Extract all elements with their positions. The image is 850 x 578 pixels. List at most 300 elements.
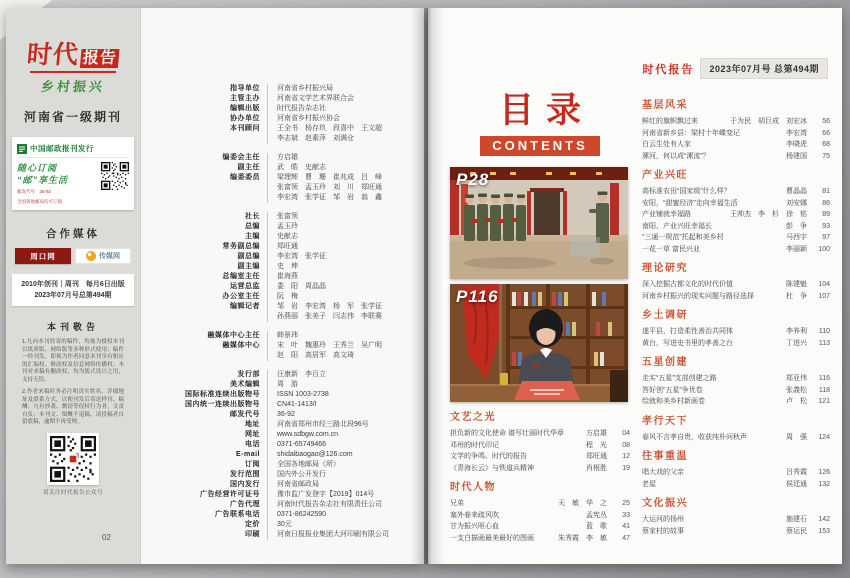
china-post-icon (17, 144, 27, 154)
toc-item-title: 塞外春来疏风吹 (450, 511, 499, 519)
masthead-value-line: 李宏湾 张学征 邹 岩 翁 鑫 (277, 194, 382, 201)
toc-section-title: 时代人物 (450, 482, 496, 493)
toc-item (642, 291, 830, 303)
toc-item-author: 郑旺通 (586, 453, 607, 460)
toc-title: 目录 (498, 91, 593, 130)
masthead-value-line: 邹 岩 李宏湾 杨 军 张学征 (277, 303, 382, 310)
toc-item-title: 黄台，写进史书里的孝善之台 (642, 339, 733, 347)
toc-item-title: “三通一规范”托起和美乡村 (642, 234, 724, 241)
masthead-value (267, 272, 298, 282)
logo-rule (30, 71, 116, 73)
notice-paragraph: 2.作者来稿时务必注明真实姓名、详细地址及联系方式，以便刊发后寄送样刊、稿酬；凡有抄袭、剽窃等侵权行为者，文责自负；本刊文、图概不退稿，请投稿者自留底稿，逾期不再受理。 (22, 389, 124, 425)
toc-item (642, 209, 830, 221)
masthead-value-line: 武 皓 史献志 (277, 164, 326, 171)
toc-item-page: 118 (818, 386, 830, 394)
toc-item-author: 肖根胜 (586, 464, 607, 472)
masthead-value-line: 全国各地邮局（所） (277, 461, 340, 468)
toc-item (450, 498, 630, 510)
masthead-row (156, 440, 416, 450)
toc-item-author: 方启雄 (586, 430, 607, 437)
toc-item-author: 侯廷通 (786, 480, 807, 488)
masthead-label: 社长 (245, 213, 260, 220)
toc-section-title: 五星创建 (642, 357, 688, 368)
masthead-value-line: 河南省乡村振兴协会 (277, 115, 340, 122)
toc-item-title: 答好创“五星”争优卷 (642, 386, 703, 394)
masthead-value-line: 国内外公开发行 (277, 471, 326, 478)
toc-item-author: 马西宇 (786, 234, 807, 241)
masthead-row (156, 520, 416, 530)
qr-caption: 请关注时代报告公众号 (42, 489, 103, 496)
masthead-row (156, 510, 416, 520)
masthead-value (267, 153, 298, 163)
toc-item (642, 467, 830, 479)
partners-title: 合作媒体 (46, 228, 100, 240)
masthead-label: 订阅 (245, 461, 260, 468)
header-brand: 时代报告 (642, 63, 695, 76)
toc-item-author: 彭 争 (786, 222, 807, 230)
magazine-logo (6, 42, 140, 93)
masthead-row (156, 430, 416, 440)
photo-p116 (450, 284, 628, 402)
masthead-label: 邮发代号 (230, 411, 260, 418)
masthead-value-line: 孙燕丽 张美子 闫志伟 李联赛 (277, 313, 382, 320)
masthead-value (267, 500, 382, 510)
qr-code-small (101, 162, 129, 190)
postal-note-1: 邮发代号：36-92 (17, 189, 52, 194)
toc-item-title: 甘为振兴呕心血 (450, 523, 499, 530)
toc-item (642, 139, 830, 151)
masthead-value-line: 河南省文学艺术界联合会 (277, 95, 354, 102)
masthead-value-line: 方启雄 (277, 154, 298, 161)
masthead-row (156, 222, 416, 232)
masthead-value-line: 史 坤 (277, 263, 298, 270)
masthead-label: 发行范围 (230, 471, 260, 478)
masthead-row (156, 212, 416, 222)
toc-item-title: 高标准农田“国家级”什么样？ (642, 188, 731, 195)
qr-code-large-wrap (47, 433, 99, 485)
toc-item-title: 《青海长云》与铁道兵精神 (450, 464, 534, 472)
toc-item-page: 116 (818, 375, 830, 382)
postal-note-2: 全国各地邮局均可订阅 (17, 198, 62, 204)
toc-item-page: 25 (622, 500, 630, 507)
masthead-label: 融媒体中心主任 (207, 332, 260, 339)
toc-section-title: 孝行天下 (642, 415, 688, 427)
masthead-label: 国内统一连续出版物号 (185, 401, 260, 408)
masthead-value (267, 84, 333, 94)
toc-item-title: 兄弟 (450, 500, 464, 507)
toc-subtitle: CONTENTS (480, 136, 600, 156)
toc-item-page: 33 (622, 511, 630, 519)
masthead-value-line: 王全书 杨存玖 段喜中 王文超 (277, 125, 382, 132)
toc-section-title: 文化振兴 (642, 498, 688, 509)
toc-item (642, 326, 830, 338)
partner-logo-zhoukou: 周口网 (15, 248, 71, 264)
masthead-row (156, 410, 416, 420)
toc-item (450, 510, 630, 522)
masthead-value-line: 孟玉玲 (277, 223, 298, 230)
toc-section (642, 310, 830, 349)
toc-item-title: 担负新的文化使命 谱写壮丽时代华章 (450, 430, 564, 437)
masthead-value-line: 河南省郑州市经三路北段96号 (277, 421, 369, 428)
toc-item-page: 68 (822, 141, 830, 148)
toc-section (450, 482, 630, 544)
masthead-value-line: 36-92 (277, 411, 295, 418)
toc-item-page: 126 (818, 469, 830, 476)
masthead-value (267, 282, 326, 292)
masthead-row (156, 370, 416, 380)
toc-item-title: 漯河，何以成“漯流”？ (642, 152, 710, 160)
toc-item-title: 一花一草 富民兴业 (642, 245, 700, 253)
masthead-value-line: ISSN 1003-2738 (277, 391, 329, 398)
masthead-row (156, 470, 416, 480)
masthead-value (267, 390, 329, 400)
masthead-value-line: 周 游 (277, 381, 298, 388)
masthead-value (267, 242, 298, 252)
masthead-value (267, 331, 298, 341)
masthead-value-line: 时代报告杂志社 (277, 105, 326, 112)
toc-item (642, 244, 830, 256)
masthead-label: 编委会主任 (222, 154, 260, 161)
toc-right-column (642, 94, 830, 545)
toc-item (450, 521, 630, 533)
masthead-value (267, 520, 292, 530)
toc-item-author: 朱秀霞 李 敏 (558, 534, 607, 542)
masthead-row (156, 114, 416, 124)
journal-rank-line: 河南省一级期刊 (23, 110, 122, 124)
toc-item-author: 杜 争 (786, 292, 807, 300)
masthead-value-line: 张富领 (277, 213, 298, 220)
postal-slogan-2: “邮”享生活 (17, 175, 69, 185)
toc-item (642, 232, 830, 244)
masthead-row (156, 104, 416, 114)
masthead-value-line: 赵 阳 高居军 高文琦 (277, 352, 354, 359)
toc-item (642, 221, 830, 233)
toc-item-author: 孟宪丛 (586, 511, 607, 519)
masthead-row (156, 460, 416, 470)
toc-item-page: 142 (818, 516, 830, 523)
toc-item-title: 安阳，“甜蜜经济”走向幸福生活 (642, 199, 738, 207)
toc-item-page: 113 (818, 339, 830, 347)
masthead-row (156, 490, 416, 500)
toc-item (450, 428, 630, 440)
masthead-row (156, 252, 416, 262)
toc-item-page: 100 (818, 245, 830, 253)
postal-brand-text: 中国邮政报刊发行 (30, 144, 94, 153)
masthead-value (267, 173, 382, 203)
masthead-row (156, 153, 416, 163)
masthead-row (156, 450, 416, 460)
toc-item (642, 385, 830, 397)
masthead-value (267, 212, 298, 222)
toc-item-author: 卢 松 (786, 398, 807, 405)
masthead-label: 主管主办 (230, 95, 260, 102)
masthead-label: 融媒体中心 (222, 342, 260, 349)
toc-item (642, 514, 830, 526)
toc-item-author: 蓝 歌 (586, 523, 607, 530)
toc-item-author: 杨建国 (786, 152, 807, 160)
postal-subscribe-card (12, 137, 134, 210)
masthead-row (156, 331, 416, 341)
toc-item-page: 153 (818, 527, 830, 535)
masthead-label: 副主任 (237, 164, 260, 171)
masthead-row (156, 420, 416, 430)
masthead-row (156, 124, 416, 144)
masthead-value-line: 河南省乡村振兴局 (277, 85, 333, 92)
toc-middle-column (450, 92, 630, 552)
toc-item (642, 116, 830, 128)
toc-item-title: 产业铺就幸福路 (642, 211, 691, 218)
masthead-value (267, 410, 295, 420)
masthead-value-line: 宋 叶 魏惠玲 王秀兰 吴广明 (277, 342, 382, 349)
toc-item-author: 周 强 (786, 433, 807, 441)
toc-item (642, 526, 830, 538)
right-page-header (642, 58, 828, 79)
masthead-label: 地址 (245, 421, 260, 428)
toc-section (642, 100, 830, 162)
issue-line-2: 2023年07月号总第494期 (34, 292, 112, 299)
masthead-value (267, 450, 353, 460)
toc-item-author: 李宏湾 (786, 129, 807, 137)
toc-item (450, 451, 630, 463)
masthead-label: 编委委员 (230, 174, 260, 181)
toc-item-page: 124 (818, 433, 830, 441)
toc-item-title: 绘就和美乡村新画卷 (642, 398, 705, 405)
masthead (156, 84, 416, 549)
toc-item-title: 走实“五星”支部创建之路 (642, 375, 717, 382)
page-number: 02 (102, 533, 111, 542)
toc-item-page: 81 (822, 188, 830, 195)
toc-item-author: 郑亚伟 (786, 375, 807, 382)
masthead-value (267, 400, 317, 410)
toc-item-author: 程 光 (586, 441, 607, 449)
masthead-value-line: 0371-86242590 (277, 511, 327, 518)
toc-item-title: 大运河的扬州 (642, 516, 684, 523)
logo-subtitle: 乡村振兴 (40, 79, 106, 94)
swirl-icon (86, 251, 96, 261)
masthead-value (267, 440, 326, 450)
toc-section-title: 基层风采 (642, 100, 688, 111)
toc-item-page: 12 (622, 453, 630, 460)
masthead-label: 印刷 (245, 531, 260, 538)
masthead-value (267, 470, 326, 480)
masthead-row (156, 272, 416, 282)
toc-section (450, 412, 630, 474)
toc-item-page: 104 (818, 281, 830, 288)
postal-slogan-1: 随心订阅 (17, 163, 58, 173)
notice-title: 本刊敬告 (46, 322, 99, 332)
masthead-row (156, 84, 416, 94)
masthead-row (156, 380, 416, 390)
toc-item-author: 李丽颖 (786, 245, 807, 253)
partner-logos (6, 248, 140, 264)
masthead-value (267, 380, 298, 390)
masthead-label: 办公室主任 (222, 293, 260, 300)
toc-item-author: 蔡运民 (786, 527, 807, 535)
toc-item-page: 75 (822, 152, 830, 160)
masthead-value-line: shidaibaogao@126.com (277, 451, 353, 458)
partner-logo-media (75, 248, 131, 264)
qr-code-large (50, 436, 96, 482)
logo-text-shidai: 时代 (25, 40, 81, 69)
toc-item-title: 鲜红的旗帜飘过来 (642, 118, 698, 125)
toc-item (642, 432, 830, 444)
masthead-value (267, 370, 326, 380)
toc-item (642, 198, 830, 210)
masthead-value (267, 510, 326, 520)
toc-item-title: 唱大戏的父亲 (642, 469, 684, 476)
masthead-label: 主编 (245, 233, 260, 240)
toc-item-page: 110 (818, 328, 830, 335)
toc-item-author: 丁进兴 (786, 339, 807, 347)
logo-text-baogao: 报告 (80, 49, 120, 68)
partner-logo-media-text: 传媒网 (99, 253, 120, 260)
toc-item-title: 河南乡村振兴的现实问题与路径选择 (642, 292, 754, 300)
toc-item-author: 陈建魁 (786, 281, 807, 288)
masthead-value-line: 河南省邮政局 (277, 481, 319, 488)
masthead-value-line: 张富领 孟玉玲 刘 川 郑旺通 (277, 184, 382, 191)
toc-section-title: 往事重温 (642, 451, 688, 462)
masthead-row (156, 173, 416, 203)
masthead-value (267, 430, 338, 440)
masthead-value-line: 30元 (277, 521, 292, 528)
photo-p28 (450, 167, 628, 279)
masthead-row (156, 480, 416, 490)
masthead-label: 国际标准连续出版物号 (185, 391, 260, 398)
toc-section (642, 451, 830, 490)
masthead-label: 广告经营许可证号 (200, 491, 260, 498)
masthead-label: 网址 (245, 431, 260, 438)
toc-item-author: 施建石 (786, 516, 807, 523)
toc-item (642, 373, 830, 385)
masthead-label: 国内发行 (230, 481, 260, 488)
toc-item-page: 121 (818, 398, 830, 405)
masthead-value-line: 豫市监广发登字【2019】014号 (277, 491, 375, 498)
masthead-group (156, 370, 416, 540)
masthead-row (156, 242, 416, 252)
toc-item-page: 47 (622, 534, 630, 542)
toc-item-author: 李晓虎 (786, 141, 807, 148)
masthead-label: 电话 (245, 441, 260, 448)
right-page (428, 8, 842, 564)
toc-section-title: 理论研究 (642, 263, 688, 274)
masthead-group (156, 84, 416, 144)
toc-item-author: 于为民 胡巨成 刘宏冰 (730, 118, 807, 125)
toc-item-author: 曹晶晶 (786, 188, 807, 195)
masthead-label: 编辑记者 (230, 303, 260, 310)
masthead-value-line: 史献志 (277, 233, 298, 240)
masthead-value-line: CN41-1413/I (277, 401, 317, 408)
toc-item-page: 56 (822, 118, 830, 125)
masthead-row (156, 262, 416, 272)
toc-section (642, 498, 830, 537)
masthead-value-line: 河南时代报告杂志社有限责任公司 (277, 501, 382, 508)
toc-item-title: 河南省新乡县：梁村十年蝶变记 (642, 129, 740, 137)
masthead-label: 运营总监 (230, 283, 260, 290)
masthead-label: 指导单位 (230, 85, 260, 92)
toc-item-page: 04 (622, 430, 630, 437)
masthead-label: 常务副总编 (222, 243, 260, 250)
toc-item-page: 66 (822, 129, 830, 137)
toc-item-author: 天 敏 华 之 (558, 500, 607, 507)
masthead-label: 定价 (245, 521, 260, 528)
masthead-row (156, 400, 416, 410)
toc-item-title: 南阳，产业兴旺幸福长 (642, 222, 712, 230)
masthead-value-line: 娄 阳 周晶晶 (277, 283, 326, 290)
masthead-value-line: 李宏湾 张学征 (277, 253, 326, 260)
toc-item-page: 08 (622, 441, 630, 449)
masthead-group (156, 331, 416, 361)
masthead-row (156, 500, 416, 510)
toc-section-title: 文艺之光 (450, 412, 496, 423)
masthead-row (156, 94, 416, 104)
toc-middle-sections (450, 412, 630, 544)
toc-item (450, 533, 630, 545)
masthead-label: 副总编 (237, 253, 260, 260)
masthead-row (156, 302, 416, 322)
toc-item-title: 邓州的时代印记 (450, 441, 499, 449)
masthead-value (267, 262, 298, 272)
toc-section (642, 416, 830, 444)
toc-item-title: 蔡家村的故事 (642, 527, 684, 535)
masthead-value-line: 汪康新 李百立 (277, 371, 326, 378)
masthead-label: 美术编辑 (230, 381, 260, 388)
header-issue-badge: 2023年07月号 总第494期 (700, 58, 828, 79)
toc-item-title: 白云生处有人家 (642, 141, 691, 148)
masthead-value (267, 302, 382, 322)
masthead-value (267, 222, 298, 232)
toc-item-page: 89 (822, 211, 830, 218)
toc-item-page: 93 (822, 222, 830, 230)
notice-paragraph: 1.凡向本刊投寄的稿件，均视为授权本刊以纸质版、网络版等多种形式使用；稿件一经刊发，即视为作者同意本刊享有相应的汇编权、修改权及信息网络传播权；本刊对来稿有删改权，均为版式设计之用，支持无误。 (22, 339, 124, 383)
masthead-row (156, 232, 416, 242)
masthead-value-line: 崔海燕 (277, 273, 298, 280)
masthead-value-line: 河南日报报业集团大河印刷有限公司 (277, 531, 389, 538)
masthead-group (156, 153, 416, 203)
toc-item-author: 李养利 (786, 328, 807, 335)
masthead-row (156, 530, 416, 540)
masthead-value (267, 104, 326, 114)
toc-item (642, 338, 830, 350)
masthead-label: 副主编 (237, 263, 260, 270)
toc-item-page: 107 (818, 292, 830, 300)
toc-item-title: 老屋 (642, 480, 656, 488)
photo-p28-label: P28 (456, 170, 490, 189)
masthead-value (267, 420, 369, 430)
toc-item (642, 151, 830, 163)
masthead-value (267, 480, 319, 490)
toc-section (642, 170, 830, 255)
left-sidebar (6, 8, 141, 564)
masthead-group (156, 212, 416, 322)
masthead-value (267, 490, 374, 500)
toc-item-page: 86 (822, 199, 830, 207)
toc-item-page: 132 (818, 480, 830, 488)
masthead-value (267, 94, 354, 104)
masthead-row (156, 163, 416, 173)
masthead-label: 编辑出版 (230, 105, 260, 112)
toc-item-title: 一支白描画最美最好的图画 (450, 534, 534, 542)
masthead-label: 协办单位 (230, 115, 260, 122)
toc-item (642, 279, 830, 291)
masthead-label: 本刊顾问 (230, 125, 260, 132)
toc-item (642, 479, 830, 491)
masthead-value (267, 163, 326, 173)
issue-line-1: 2010年创刊｜周刊 每月6日出版 (21, 281, 125, 288)
masthead-value-line: 梁理辉 曹 珊 崔兆成 吕 峰 (277, 174, 382, 181)
masthead-label: 总编 (245, 223, 260, 230)
masthead-value (267, 252, 326, 262)
toc-item (450, 463, 630, 475)
